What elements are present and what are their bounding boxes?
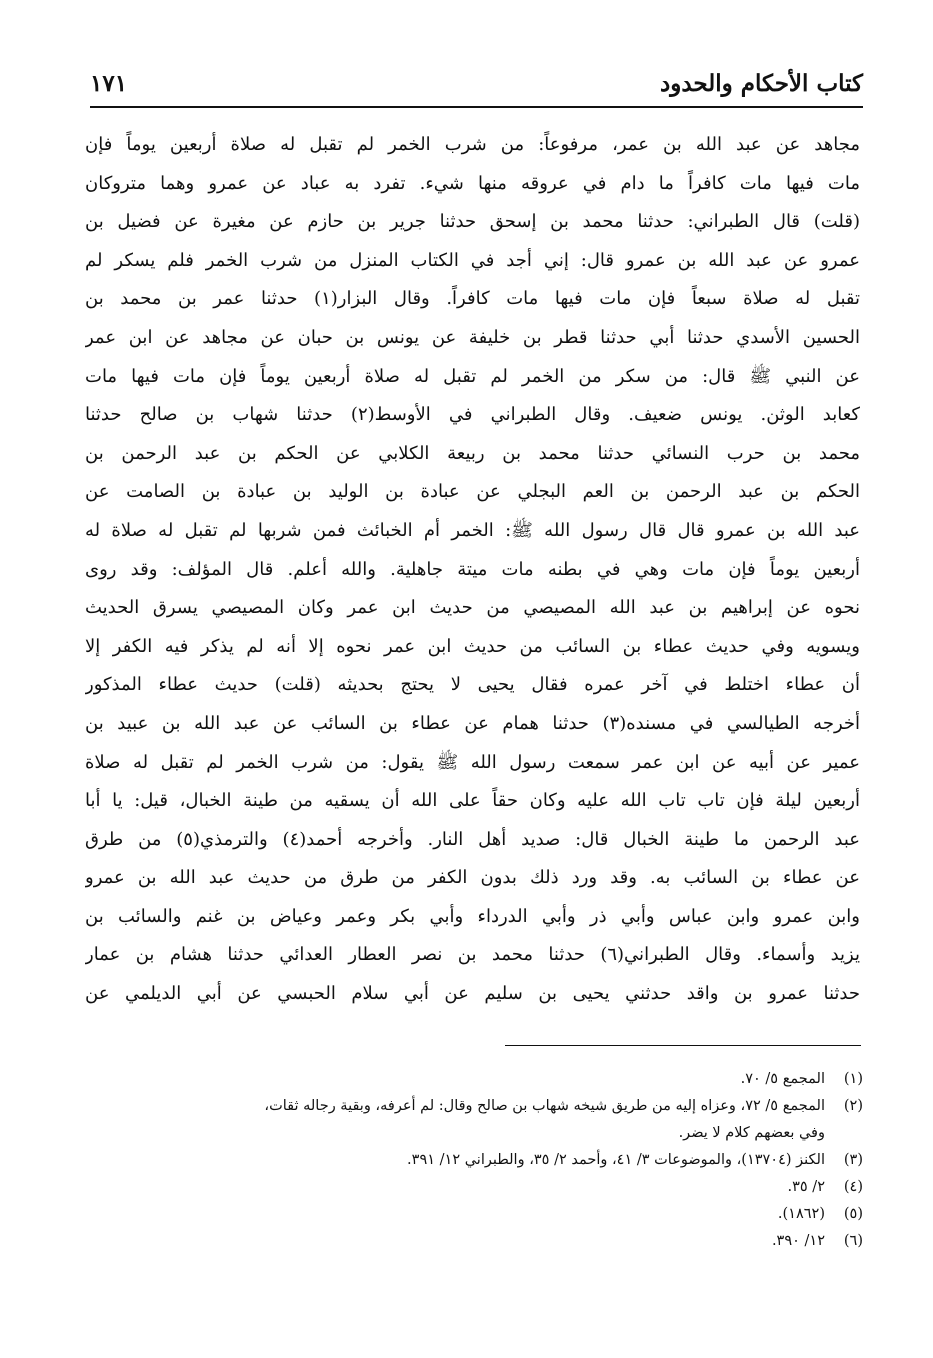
footnote	[200, 1120, 863, 1147]
footnote-text: الكنز (١٣٧٠٤)، والموضوعات ٣/ ٤١، وأحمد ٢/ ٣٥، والطبراني ١٢/ ٣٩١.	[407, 1152, 825, 1168]
footnote-number: (٣)	[843, 1152, 863, 1168]
footnote	[200, 1174, 863, 1201]
footnote-text: المجمع ٥/ ٧٠.	[740, 1071, 825, 1087]
footnote-number: (٢)	[843, 1098, 863, 1114]
text-line: عمير عن أبيه عن ابن عمر سمعت رسول الله ﷺ يقول: من شرب الخمر لم تقبل له صلاة	[85, 751, 860, 773]
footnote-number: (٤)	[843, 1179, 863, 1195]
text-line: يزيد وأسماء. وقال الطبراني(٦) حدثنا محمد بن نصر العطار العدائي حدثنا هشام بن عمار	[85, 944, 860, 966]
text-line: الحسين الأسدي حدثنا أبي حدثنا قطر بن خليفة عن يونس بن حبان عن مجاهد عن ابن عمر	[85, 326, 860, 348]
running-title: كتاب الأحكام والحدود	[659, 70, 863, 97]
page-header	[90, 68, 863, 102]
text-line: كعابد الوثن. يونس ضعيف. وقال الطبراني في الأوسط(٢) حدثنا شهاب بن صالح حدثنا	[85, 404, 860, 426]
footnote	[200, 1228, 863, 1255]
footnote-number	[825, 1120, 863, 1147]
text-line: أربعين يوماً فإن مات وهي في بطنه مات ميتة جاهلية. والله أعلم. قال المؤلف: وقد روى	[85, 558, 860, 580]
text-line: تقبل له صلاة سبعاً فإن مات فيها مات كافراً. وقال البزار(١) حدثنا عمر بن محمد بن	[85, 288, 860, 310]
text-line: عبد الله بن عمرو قال قال رسول الله ﷺ: الخمر أم الخبائث فمن شربها لم تقبل له صلاة له	[85, 519, 860, 541]
text-line: نحوه عن إبراهيم بن عبد الله المصيصي من حديث ابن عمر وكان المصيصي يسرق الحديث	[85, 597, 860, 619]
text-line: أن عطاء اختلط في آخر عمره فقال يحيى لا يحتج بحديثه (قلت) حديث عطاء المذكور	[85, 674, 860, 696]
text-line: وابن عمرو وابن عباس وأبي ذر وأبي الدرداء وأبي بكر وعمر وعياض بن غنم والسائب بن	[85, 905, 860, 927]
footnote-text: (١٨٦٢).	[777, 1206, 825, 1222]
body-text	[85, 126, 860, 1014]
text-line: (قلت) قال الطبراني: حدثنا محمد بن إسحق حدثنا جرير بن حازم عن مغيرة عن فضيل بن	[85, 211, 860, 233]
footnote	[200, 1201, 863, 1228]
footnote	[200, 1093, 863, 1120]
footnote-number: (٦)	[843, 1233, 863, 1249]
footnote-text: وفي بعضهم كلام لا يضر.	[678, 1125, 825, 1141]
text-line: أخرجه الطيالسي في مسنده(٣) حدثنا همام عن عطاء بن السائب عن عبد الله بن عبيد بن	[85, 712, 860, 734]
footnote	[200, 1066, 863, 1093]
header-rule	[90, 106, 863, 108]
text-line: عن النبي ﷺ قال: من سكر من الخمر لم تقبل له صلاة أربعين يوماً فإن مات فيها مات	[85, 365, 860, 387]
text-line: محمد بن حرب النسائي حدثنا محمد بن ربيعة الكلابي عن الحكم بن عبد الرحمن بن	[85, 442, 860, 464]
footnote-text: المجمع ٥/ ٧٢، وعزاه إليه من طريق شيخه شهاب بن صالح وقال: لم أعرفه، وبقية رجاله ثقات،	[264, 1098, 825, 1114]
text-line: عبد الرحمن ما طينة الخبال قال: صديد أهل النار. وأخرجه أحمد(٤) والترمذي(٥) من طرق	[85, 828, 860, 850]
text-line: أربعين ليلة فإن تاب تاب الله عليه وكان حقاً على الله أن يسقيه من طينة الخبال، قيل: يا أبا	[85, 790, 860, 812]
footnotes	[200, 1066, 863, 1255]
footnote-rule	[505, 1045, 861, 1046]
page-number: ١٧١	[90, 70, 128, 97]
text-line: الحكم بن عبد الرحمن بن العم البجلي عن عبادة بن الوليد بن عبادة بن الصامت عن	[85, 481, 860, 503]
text-line: عن عطاء بن السائب به. وقد ورد ذلك بدون الكفر من طرق من حديث عبد الله بن عمرو	[85, 867, 860, 889]
footnote	[200, 1147, 863, 1174]
text-line: ويسويه وفي حديث عطاء بن السائب من حديث ابن عمر نحوه إلا أنه لم يذكر فيه الكفر إلا	[85, 635, 860, 657]
footnote-number: (١)	[843, 1071, 863, 1087]
footnote-number: (٥)	[843, 1206, 863, 1222]
footnote-text: ١٢/ ٣٩٠.	[771, 1233, 825, 1249]
footnote-text: ٢/ ٣٥.	[787, 1179, 825, 1195]
text-line: عمرو عن عبد الله بن عمرو قال: إني أجد في الكتاب المنزل من شرب الخمر فلم يسكر لم	[85, 249, 860, 271]
text-line: مات فيها مات كافراً ما دام في عروقه منها شيء. تفرد به عباد عن عمرو وهما متروكان	[85, 172, 860, 194]
text-line: مجاهد عن عبد الله بن عمر، مرفوعاً: من شرب الخمر لم تقبل له صلاة أربعين يوماً فإن	[85, 134, 860, 155]
text-line: حدثنا عمرو بن واقد حدثني يحيى بن سليم عن أبي سلام الحبسي عن أبي الديلمي عن	[85, 983, 860, 1005]
